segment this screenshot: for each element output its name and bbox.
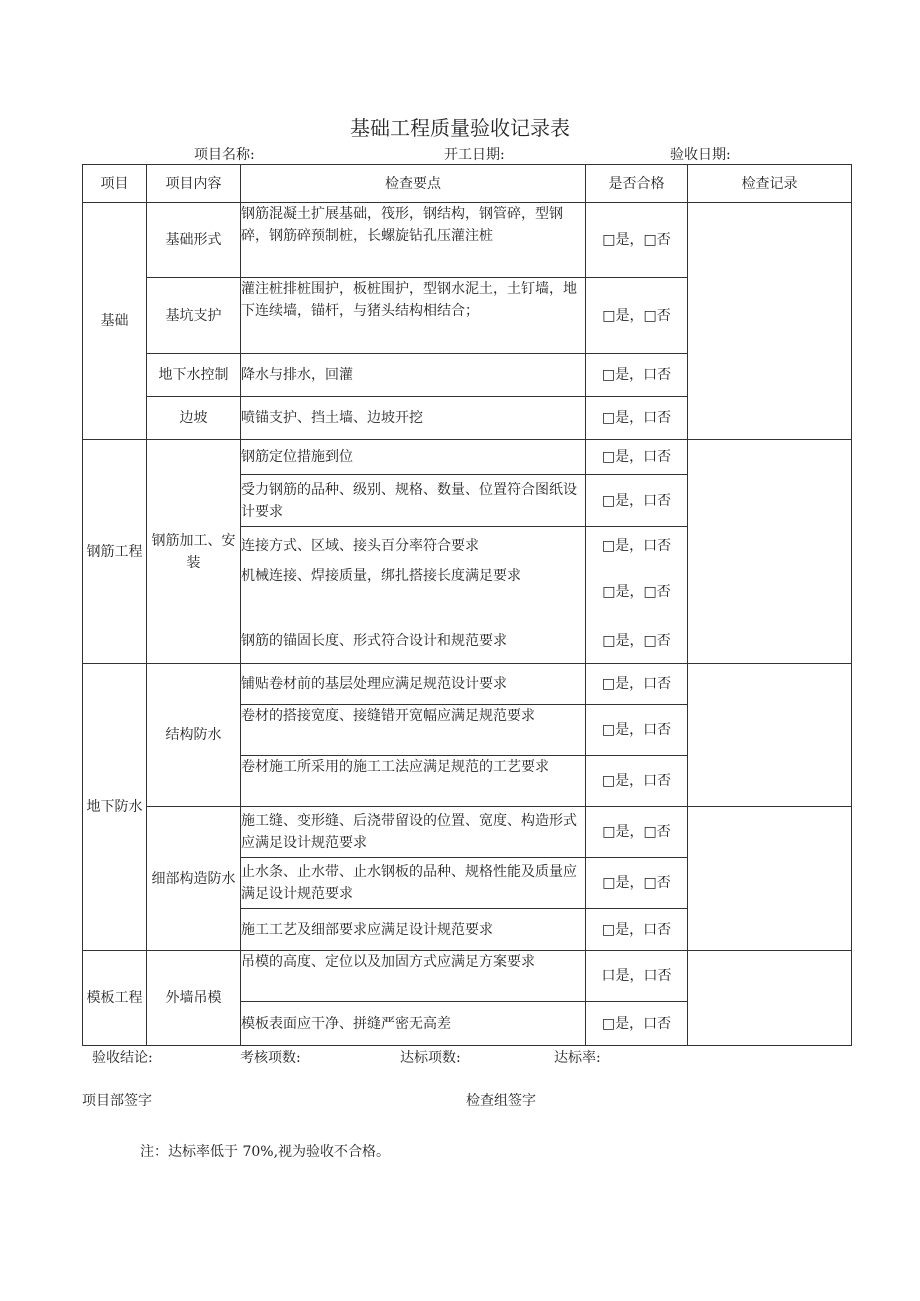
table-row	[83, 951, 852, 1002]
sub-slope: 边坡	[147, 397, 241, 440]
check-point: 施工缝、变形缝、后浇带留设的位置、宽度、构造形式应满足设计规范要求	[241, 807, 586, 858]
table-header-row	[83, 165, 852, 203]
check-point: 灌注桩排桩围护，板桩围护，型钢水泥土，土钉墙，地下连续墙，锚杆，与猪头结构相结合；	[241, 278, 586, 354]
check-point: 钢筋混凝土扩展基础，筏形，钢结构，钢管碎，型钢碎，钢筋碎预制桩，长螺旋钻孔压灌注桩	[241, 203, 586, 278]
check-point: 止水条、止水带、止水钢板的品种、规格性能及质量应满足设计规范要求	[241, 858, 586, 909]
record-cell-detail-waterproof[interactable]	[688, 807, 852, 951]
check-point: 铺贴卷材前的基层处理应满足规范设计要求	[241, 664, 586, 705]
assess-items-label: 考核项数:	[240, 1050, 301, 1066]
pass-checkbox[interactable]: □是，口否	[586, 527, 688, 565]
pass-checkbox[interactable]: □是，□否	[586, 807, 688, 858]
header-content: 项目内容	[147, 165, 241, 203]
footnote: 注：达标率低于 70%,视为验收不合格。	[140, 1144, 391, 1160]
pass-checkbox[interactable]: □是，□否	[586, 565, 688, 620]
pass-checkbox[interactable]: □是，口否	[586, 705, 688, 756]
pass-checkbox[interactable]: □是，□否	[586, 278, 688, 354]
pass-checkbox[interactable]: □是，口否	[586, 756, 688, 807]
check-point: 受力钢筋的品种、级别、规格、数量、位置符合图纸设计要求	[241, 475, 586, 527]
sub-detail-waterproof: 细部构造防水	[147, 807, 241, 951]
table-row	[83, 807, 852, 858]
table-row	[83, 203, 852, 278]
check-point: 卷材的搭接宽度、接缝错开宽幅应满足规范要求	[241, 705, 586, 756]
check-point: 钢筋定位措施到位	[241, 440, 586, 475]
group-waterproof: 地下防水	[83, 664, 147, 951]
group-sign-label: 检查组签字	[466, 1093, 536, 1109]
sub-outer-wall-formwork: 外墙吊模	[147, 951, 241, 1046]
header-qualified: 是否合格	[586, 165, 688, 203]
check-point: 施工工艺及细部要求应满足设计规范要求	[241, 909, 586, 951]
check-point: 模板表面应干净、拼缝严密无高差	[241, 1002, 586, 1046]
table-row	[83, 664, 852, 705]
pass-checkbox[interactable]: □是，口否	[586, 909, 688, 951]
table-row	[83, 440, 852, 475]
pass-checkbox[interactable]: □是，口否	[586, 440, 688, 475]
pass-rate-label: 达标率:	[554, 1050, 601, 1066]
header-item: 项目	[83, 165, 147, 203]
form-title: 基础工程质量验收记录表	[350, 116, 570, 140]
conclusion-label: 验收结论:	[92, 1050, 153, 1066]
group-formwork: 模板工程	[83, 951, 147, 1046]
pass-checkbox[interactable]: □是，口否	[586, 664, 688, 705]
pass-checkbox[interactable]: □是，□否	[586, 858, 688, 909]
check-point: 降水与排水，回灌	[241, 354, 586, 397]
check-point: 吊模的高度、定位以及加固方式应满足方案要求	[241, 951, 586, 1002]
pass-items-label: 达标项数:	[400, 1050, 461, 1066]
pass-checkbox[interactable]: □是，口否	[586, 397, 688, 440]
start-date-label: 开工日期:	[444, 147, 505, 163]
check-point: 钢筋的锚固长度、形式符合设计和规范要求	[241, 620, 586, 664]
check-point: 喷锚支护、挡土墙、边坡开挖	[241, 397, 586, 440]
pass-checkbox[interactable]: □是，□否	[586, 203, 688, 278]
group-foundation: 基础	[83, 203, 147, 440]
project-name-label: 项目名称:	[194, 147, 255, 163]
pass-checkbox[interactable]: □是，口否	[586, 475, 688, 527]
pass-checkbox[interactable]: □是，口否	[586, 1002, 688, 1046]
inspection-table	[82, 164, 852, 1046]
record-cell-foundation[interactable]	[688, 203, 852, 440]
record-cell-formwork[interactable]	[688, 951, 852, 1046]
record-cell-structural-waterproof[interactable]	[688, 664, 852, 807]
check-point: 机械连接、焊接质量，绑扎搭接长度满足要求	[241, 565, 586, 620]
sub-structural-waterproof: 结构防水	[147, 664, 241, 807]
project-sign-label: 项目部签字	[82, 1093, 152, 1109]
header-check-point: 检查要点	[241, 165, 586, 203]
sub-rebar-install: 钢筋加工、安装	[147, 440, 241, 664]
check-point: 卷材施工所采用的施工工法应满足规范的工艺要求	[241, 756, 586, 807]
group-rebar: 钢筋工程	[83, 440, 147, 664]
accept-date-label: 验收日期:	[670, 147, 731, 163]
sub-foundation-form: 基础形式	[147, 203, 241, 278]
sub-groundwater: 地下水控制	[147, 354, 241, 397]
pass-checkbox[interactable]: □是，□否	[586, 620, 688, 664]
sub-pit-support: 基坑支护	[147, 278, 241, 354]
pass-checkbox[interactable]: 口是，口否	[586, 951, 688, 1002]
check-point: 连接方式、区域、接头百分率符合要求	[241, 527, 586, 565]
record-cell-rebar[interactable]	[688, 440, 852, 664]
pass-checkbox[interactable]: □是，口否	[586, 354, 688, 397]
header-record: 检查记录	[688, 165, 852, 203]
